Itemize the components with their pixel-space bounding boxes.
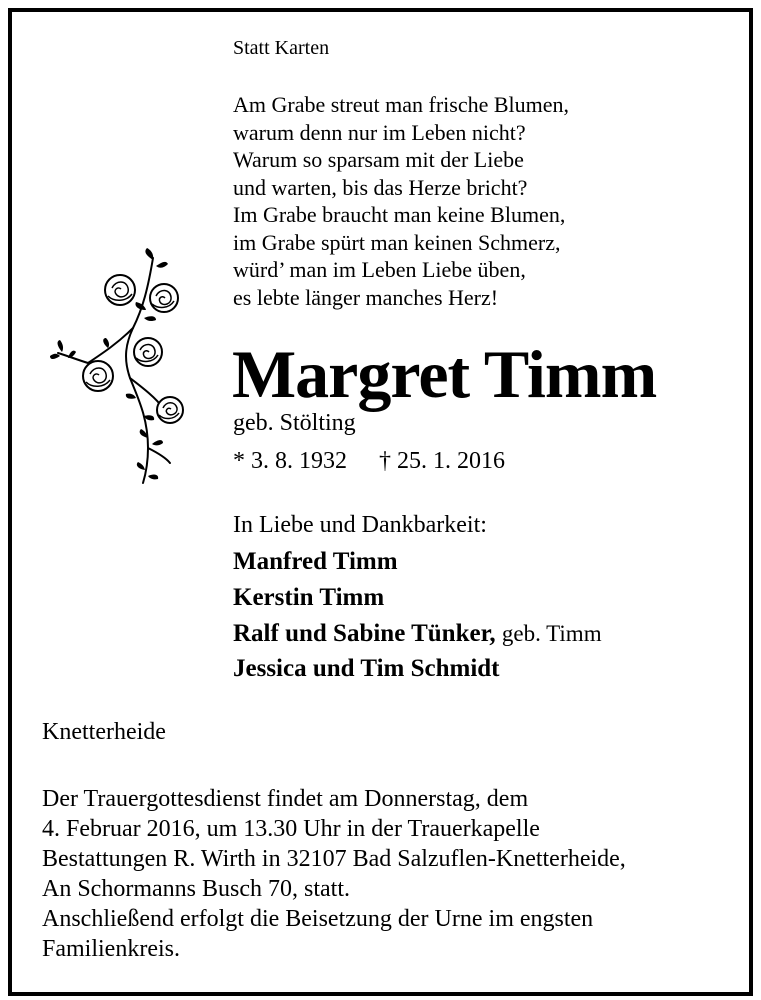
mourner-name: Ralf und Sabine Tünker, xyxy=(233,620,496,647)
service-line: An Schormanns Busch 70, statt. xyxy=(42,876,350,902)
service-line: Der Trauergottesdienst findet am Donnerstag, dem xyxy=(42,786,529,812)
service-line: Familienkreis. xyxy=(42,936,180,962)
poem-line: im Grabe spürt man keinen Schmerz, xyxy=(233,229,561,255)
mourner-suffix: geb. Timm xyxy=(501,621,602,646)
mourner-name: Jessica und Tim Schmidt xyxy=(233,655,500,682)
service-line: Bestattungen R. Wirth in 32107 Bad Salzuflen-Knetterheide, xyxy=(42,846,626,872)
birth-name: geb. Stölting xyxy=(233,410,356,436)
poem xyxy=(233,91,569,311)
mourner-line xyxy=(233,584,384,612)
roses-icon xyxy=(48,248,198,488)
death-date: † 25. 1. 2016 xyxy=(379,448,505,474)
intro-text: Statt Karten xyxy=(233,37,330,59)
service-line: Anschließend erfolgt die Beisetzung der Urne im engsten xyxy=(42,906,594,932)
life-dates xyxy=(233,448,505,475)
poem-line: Im Grabe braucht man keine Blumen, xyxy=(233,202,566,227)
location: Knetterheide xyxy=(42,719,166,745)
poem-line: Am Grabe streut man frische Blumen, xyxy=(233,92,570,117)
poem-line: Warum so sparsam mit der Liebe xyxy=(233,147,524,172)
birth-date: * 3. 8. 1932 xyxy=(233,448,347,474)
deceased-name: Margret Timm xyxy=(232,336,657,412)
service-line: 4. Februar 2016, um 13.30 Uhr in der Trauerkapelle xyxy=(42,816,540,842)
poem-line: es lebte länger manches Herz! xyxy=(233,284,499,310)
mourner-name: Manfred Timm xyxy=(233,548,398,575)
mourner-line xyxy=(233,620,602,648)
poem-line: und warten, bis das Herze bricht? xyxy=(233,174,528,200)
service-info xyxy=(42,784,626,964)
mourner-line xyxy=(233,655,500,683)
poem-line: würd’ man im Leben Liebe üben, xyxy=(233,257,526,282)
mourners-intro: In Liebe und Dankbarkeit: xyxy=(233,512,487,538)
mourner-line xyxy=(233,548,398,576)
poem-line: warum denn nur im Leben nicht? xyxy=(233,119,526,145)
mourner-name: Kerstin Timm xyxy=(233,584,385,611)
